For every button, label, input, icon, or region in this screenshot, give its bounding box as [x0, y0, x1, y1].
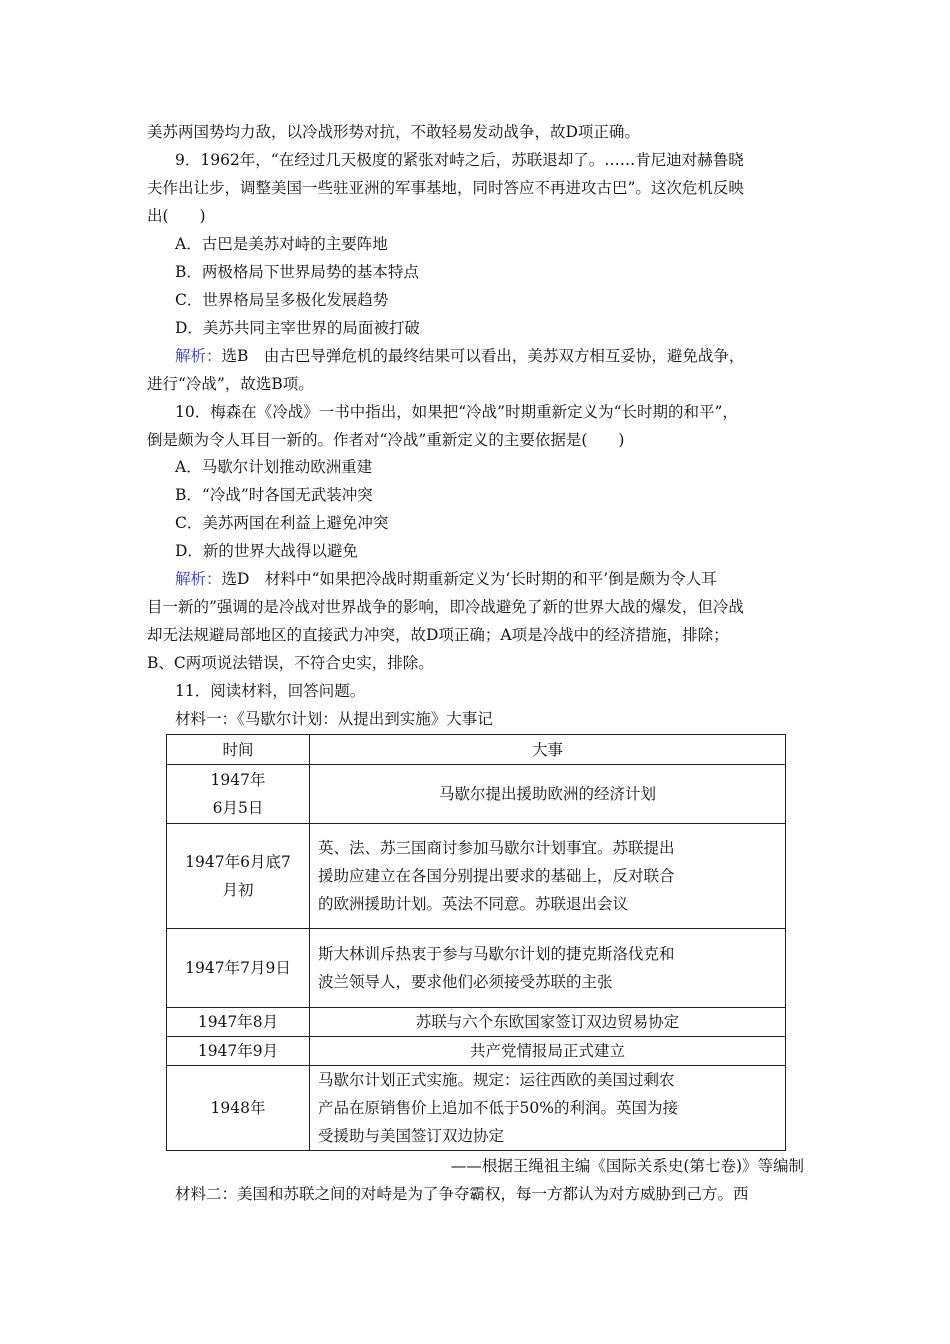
question-10: 10．梅森在《冷战》一书中指出，如果把“冷战”时期重新定义为“长时期的和平”，: [175, 403, 738, 421]
event-cell: [310, 1066, 786, 1151]
event-text: 共产党情报局正式建立: [469, 1042, 625, 1060]
analysis-label: 解析：: [175, 570, 222, 588]
option-a: A．马歇尔计划推动欧洲重建: [175, 458, 373, 476]
option-d: D．新的世界大战得以避免: [175, 542, 358, 560]
option-b: B．两极格局下世界局势的基本特点: [175, 263, 419, 281]
event-text: 马歇尔提出援助欧洲的经济计划: [438, 785, 656, 803]
time-text: 6月5日: [212, 799, 264, 817]
event-cell: [310, 1008, 786, 1037]
time-cell: [167, 1037, 310, 1066]
events-table: [166, 734, 786, 1151]
event-text: 受援助与美国签订双边协定: [318, 1127, 505, 1145]
event-cell: [310, 929, 786, 1008]
text-line: 目一新的”强调的是冷战对世界战争的影响，即冷战避免了新的世界大战的爆发，但冷战: [147, 598, 744, 616]
time-text: 1947年7月9日: [185, 959, 291, 977]
time-text: 月初: [222, 881, 254, 899]
option-d: D．美苏共同主宰世界的局面被打破: [175, 319, 420, 337]
event-text: 的欧洲援助计划。英法不同意。苏联退出会议: [318, 895, 629, 913]
time-cell: [167, 1008, 310, 1037]
time-text: 1947年: [210, 771, 266, 789]
table-row: [167, 1066, 786, 1151]
event-cell: [310, 824, 786, 929]
option-c: C．美苏两国在利益上避免冲突: [175, 514, 389, 532]
event-text: 苏联与六个东欧国家签订双边贸易协定: [415, 1013, 680, 1031]
time-cell: [167, 765, 310, 824]
event-text: 马歇尔计划正式实施。规定：运往西欧的美国过剩农: [318, 1071, 675, 1089]
table-row: [167, 824, 786, 929]
event-cell: [310, 1037, 786, 1066]
time-cell: [167, 929, 310, 1008]
time-cell: [167, 824, 310, 929]
event-text: 斯大林训斥热衷于参与马歇尔计划的捷克斯洛伐克和: [318, 945, 675, 963]
table-row: [167, 1008, 786, 1037]
time-text: 1948年: [210, 1099, 266, 1117]
text-line: 夫作出让步，调整美国一些驻亚洲的军事基地，同时答应不再进攻古巴”。这次危机反映: [147, 179, 744, 197]
question-9: 9．1962年，“在经过几天极度的紧张对峙之后，苏联退却了。……肯尼迪对赫鲁晓: [175, 151, 744, 169]
question-11: 11．阅读材料，回答问题。: [175, 682, 366, 700]
option-c: C．世界格局呈多极化发展趋势: [175, 291, 389, 309]
analysis-text: 选B 由古巴导弹危机的最终结果可以看出，美苏双方相互妥协，避免战争，: [221, 347, 745, 365]
text-line: 倒是颇为令人耳目一新的。作者对“冷战”重新定义的主要依据是( ): [147, 431, 625, 449]
event-text: 英、法、苏三国商讨参加马歇尔计划事宜。苏联提出: [318, 839, 675, 857]
event-text: 产品在原销售价上追加不低于50%的利润。英国为接: [318, 1099, 678, 1117]
time-text: 1947年9月: [197, 1042, 279, 1060]
time-text: 1947年6月底7: [185, 853, 291, 871]
text-line: B、C两项说法错误，不符合史实，排除。: [147, 654, 434, 672]
table-row: [167, 1037, 786, 1066]
time-text: 1947年8月: [197, 1013, 279, 1031]
header-event: 大事: [310, 735, 786, 765]
text-line: 却无法规避局部地区的直接武力冲突，故D项正确；A项是冷战中的经济措施，排除；: [147, 626, 729, 644]
table-row: [167, 765, 786, 824]
text-line: 出( ): [147, 207, 206, 225]
table-header-row: [167, 735, 786, 765]
table-source: ——根据王绳祖主编《国际关系史(第七卷)》等编制: [450, 1157, 804, 1175]
table-row: [167, 929, 786, 1008]
analysis-text: 选D 材料中“如果把冷战时期重新定义为‘长时期的和平’倒是颇为令人耳: [221, 570, 717, 588]
text-line: 美苏两国势均力敌，以冷战形势对抗，不敢轻易发动战争，故D项正确。: [147, 123, 640, 141]
time-cell: [167, 1066, 310, 1151]
event-text: 援助应建立在各国分别提出要求的基础上，反对联合: [318, 867, 675, 885]
material-2-text: 材料二：美国和苏联之间的对峙是为了争夺霸权，每一方都认为对方威胁到己方。西: [175, 1185, 749, 1203]
analysis-label: 解析：: [175, 347, 222, 365]
option-a: A．古巴是美苏对峙的主要阵地: [175, 235, 388, 253]
event-text: 波兰领导人，要求他们必须接受苏联的主张: [318, 973, 613, 991]
text-line: 进行“冷战”，故选B项。: [147, 375, 314, 393]
option-b: B．“冷战”时各国无武装冲突: [175, 486, 373, 504]
analysis-10: [175, 568, 717, 590]
analysis-9: [175, 345, 744, 367]
material-1-title: 材料一：《马歇尔计划：从提出到实施》大事记: [175, 710, 493, 728]
header-time: 时间: [167, 735, 310, 765]
event-cell: [310, 765, 786, 824]
